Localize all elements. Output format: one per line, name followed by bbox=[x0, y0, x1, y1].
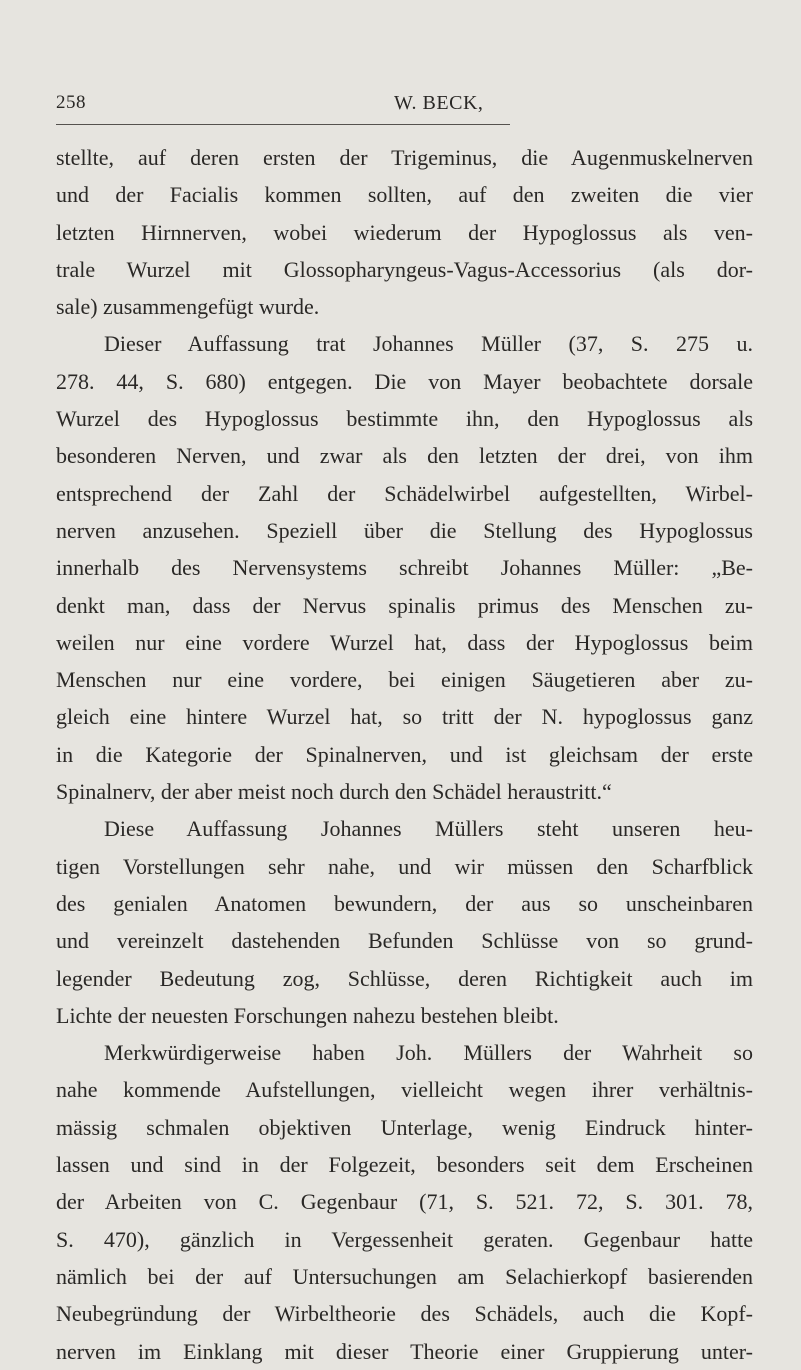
running-head: W. BECK, bbox=[394, 92, 484, 114]
text-line: trale Wurzel mit Glossopharyngeus-Vagus-Accessorius (als dor- bbox=[56, 256, 753, 282]
text-line: Menschen nur eine vordere, bei einigen Säugetieren aber zu- bbox=[56, 667, 753, 693]
text-line: Neubegründung der Wirbeltheorie des Schädels, auch die Kopf- bbox=[56, 1301, 753, 1327]
text-line: S. 470), gänzlich in Vergessenheit geraten. Gegenbaur hatte bbox=[56, 1226, 753, 1252]
text-line: weilen nur eine vordere Wurzel hat, dass der Hypoglossus beim bbox=[56, 629, 753, 655]
page-header bbox=[56, 92, 753, 126]
text-line: mässig schmalen objektiven Unterlage, wenig Eindruck hinter- bbox=[56, 1114, 753, 1140]
text-line: stellte, auf deren ersten der Trigeminus, die Augenmuskelnerven bbox=[56, 145, 753, 170]
text-line: in die Kategorie der Spinalnerven, und ist gleichsam der erste bbox=[56, 741, 753, 767]
text-line: letzten Hirnnerven, wobei wiederum der Hypoglossus als ven- bbox=[56, 219, 753, 245]
text-line: tigen Vorstellungen sehr nahe, und wir müssen den Scharfblick bbox=[56, 853, 753, 879]
text-line: entsprechend der Zahl der Schädelwirbel aufgestellten, Wirbel- bbox=[56, 480, 753, 506]
text-line: der Arbeiten von C. Gegenbaur (71, S. 521. 72, S. 301. 78, bbox=[56, 1189, 753, 1215]
text-line: Lichte der neuesten Forschungen nahezu bestehen bleibt. bbox=[56, 1002, 559, 1028]
text-line: lassen und sind in der Folgezeit, besonders seit dem Erscheinen bbox=[56, 1152, 753, 1178]
text-line: besonderen Nerven, und zwar als den letzten der drei, von ihm bbox=[56, 443, 753, 469]
text-line: sale) zusammengefügt wurde. bbox=[56, 294, 320, 320]
text-line: nämlich bei der auf Untersuchungen am Selachierkopf basierenden bbox=[56, 1263, 753, 1289]
text-line: innerhalb des Nervensystems schreibt Johannes Müller: „Be- bbox=[56, 555, 753, 581]
text-line: des genialen Anatomen bewundern, der aus so unscheinbaren bbox=[56, 890, 753, 916]
text-line: legender Bedeutung zog, Schlüsse, deren Richtigkeit auch im bbox=[56, 965, 753, 991]
page-number: 258 bbox=[56, 92, 86, 113]
text-line: 278. 44, S. 680) entgegen. Die von Mayer beobachtete dorsale bbox=[56, 368, 753, 394]
text-line: nerven im Einklang mit dieser Theorie einer Gruppierung unter- bbox=[56, 1338, 753, 1364]
text-line: Diese Auffassung Johannes Müllers steht unseren heu- bbox=[104, 816, 753, 842]
text-line: gleich eine hintere Wurzel hat, so tritt der N. hypoglossus ganz bbox=[56, 704, 753, 730]
text-line: und der Facialis kommen sollten, auf den zweiten die vier bbox=[56, 182, 753, 208]
body-text bbox=[56, 139, 753, 1370]
text-line: Merkwürdigerweise haben Joh. Müllers der Wahrheit so bbox=[104, 1040, 753, 1066]
text-line: Dieser Auffassung trat Johannes Müller (37, S. 275 u. bbox=[104, 331, 753, 357]
text-line: nahe kommende Aufstellungen, vielleicht wegen ihrer verhältnis- bbox=[56, 1077, 753, 1103]
text-line: nerven anzusehen. Speziell über die Stellung des Hypoglossus bbox=[56, 517, 753, 543]
text-line: Wurzel des Hypoglossus bestimmte ihn, den Hypoglossus als bbox=[56, 406, 753, 432]
text-line: denkt man, dass der Nervus spinalis primus des Menschen zu- bbox=[56, 592, 753, 618]
text-line: Spinalnerv, der aber meist noch durch den Schädel heraustritt.“ bbox=[56, 779, 612, 805]
header-rule bbox=[56, 124, 510, 125]
text-line: und vereinzelt dastehenden Befunden Schlüsse von so grund- bbox=[56, 928, 753, 954]
